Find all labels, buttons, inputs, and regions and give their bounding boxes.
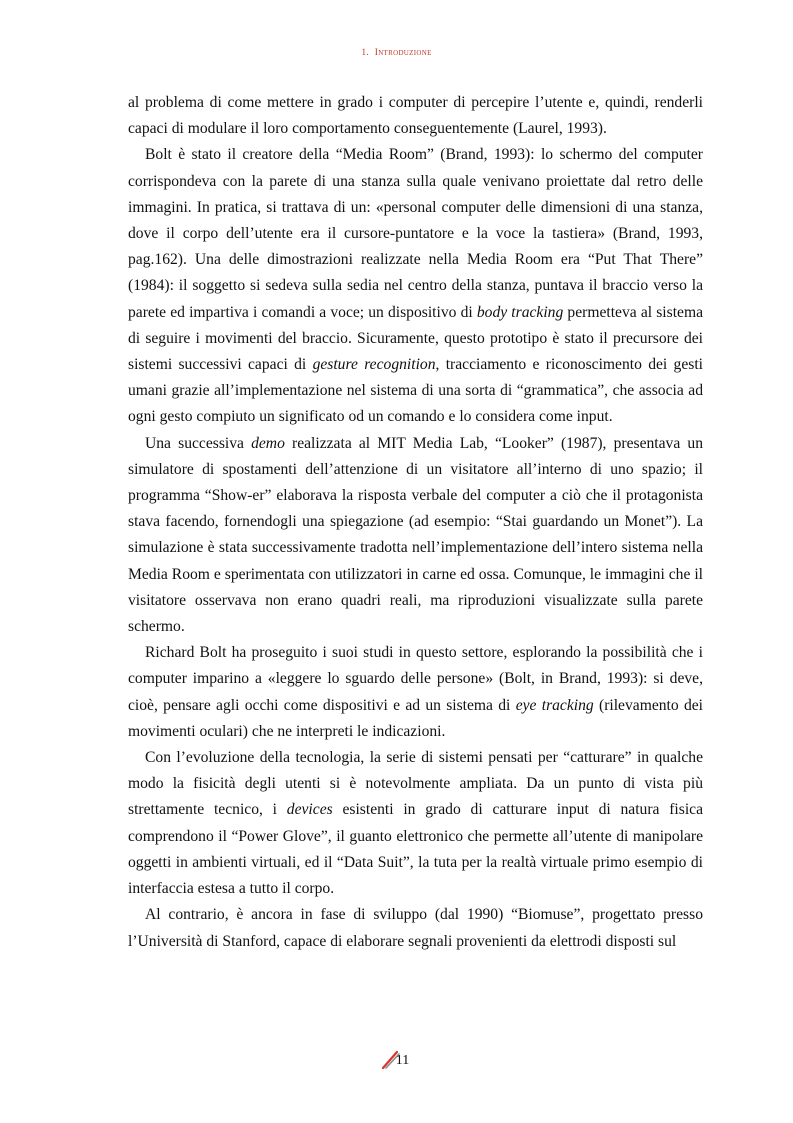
chapter-title: Introduzione — [374, 48, 432, 58]
paragraph — [128, 640, 703, 745]
running-header — [0, 48, 793, 58]
paragraph — [128, 431, 703, 641]
paragraph — [128, 745, 703, 902]
paragraph — [128, 142, 703, 430]
text-run: , tracciamento e riconoscimento dei gesti umani grazie all’implementazione nel sistema di una sorta di “grammatica”, che associa ad ogni gesto compiuto un significato od un comando e lo considera come input. — [128, 356, 703, 426]
text-run: realizzata al MIT Media Lab, “Looker” (1987), presentava un simulatore di spostamenti dell’attenzione di un visitatore all’interno di uno spazio; il programma “Show-er” elaborava la risposta verbale del computer a ciò che il protagonista stava facendo, fornendogli una spiegazione (ad esempio: “Stai guardando un Monet”). La simulazione è stata successivamente tradotta nell’implementazione dell’intero sistema nella Media Room e sperimentata con utilizzatori in carne ed ossa. Comunque, le immagini che il visitatore osservava non erano quadri reali, ma riproduzioni visualizzate sulla parete schermo. — [128, 434, 704, 636]
paragraph — [128, 90, 703, 142]
italic-term: devices — [286, 801, 333, 819]
text-run: Al contrario, è ancora in fase di sviluppo (dal 1990) “Biomuse”, progettato presso l’Università di Stanford, capace di elaborare segnali provenienti da elettrodi disposti sul — [128, 906, 703, 950]
chapter-number: 1. — [361, 48, 370, 58]
text-run: permetteva al sistema di seguire i movimenti del braccio. Sicuramente, questo prototipo è stato il precursore dei sistemi successivi capaci di — [128, 303, 703, 374]
paragraph — [128, 902, 703, 954]
text-run: Bolt è stato il creatore della “Media Room” (Brand, 1993): lo schermo del computer corrispondeva con la parete di una stanza sulla quale venivano proiettate dal retro delle immagini. In pratica, si trattava di un: «personal computer delle dimensioni di una stanza, dove il corpo dell’utente era il cursore-puntatore e la voce la tastiera» (Brand, 1993, pag.162). Una delle dimostrazioni realizzate nella Media Room era “Put That There” (1984): il soggetto si sedeva sulla sedia nel centro della stanza, puntava il braccio verso la parete ed impartiva i comandi a voce; un dispositivo di — [128, 146, 703, 321]
page-mark — [390, 1053, 410, 1069]
italic-term: eye tracking — [515, 696, 594, 714]
text-run: Con l’evoluzione della tecnologia, la serie di sistemi pensati per “catturare” in qualche modo la fisicità degli utenti si è notevolmente ampliata. Da un punto di vista più strettamente tecnico, i — [128, 749, 703, 819]
italic-term: gesture recognition — [312, 356, 436, 374]
text-run: esistenti in grado di catturare input di natura fisica comprendono il “Power Glove”, il guanto elettronico che permette all’utente di manipolare oggetti in ambienti virtuali, ed il “Data Suit”, la tuta per la realtà virtuale primo esempio di interfaccia estesa a tutto il corpo. — [128, 801, 704, 898]
text-run: Richard Bolt ha proseguito i suoi studi in questo settore, esplorando la possibilità che i computer imparino a «leggere lo sguardo delle persone» (Bolt, in Brand, 1993): si deve, cioè, pensare agli occhi come dispositivi e ad un sistema di — [128, 644, 703, 714]
text-run: Una successiva — [145, 434, 252, 452]
text-run: (rilevamento dei movimenti oculari) che ne interpreti le indicazioni. — [128, 696, 704, 740]
italic-term: demo — [251, 434, 285, 452]
page-footer — [0, 1051, 793, 1069]
text-run: al problema di come mettere in grado i computer di percepire l’utente e, quindi, renderli capaci di modulare il loro comportamento conseguentemente (Laurel, 1993). — [128, 94, 703, 138]
page-number: 11 — [395, 1053, 410, 1068]
body-text — [128, 90, 703, 955]
italic-term: body tracking — [476, 303, 564, 321]
